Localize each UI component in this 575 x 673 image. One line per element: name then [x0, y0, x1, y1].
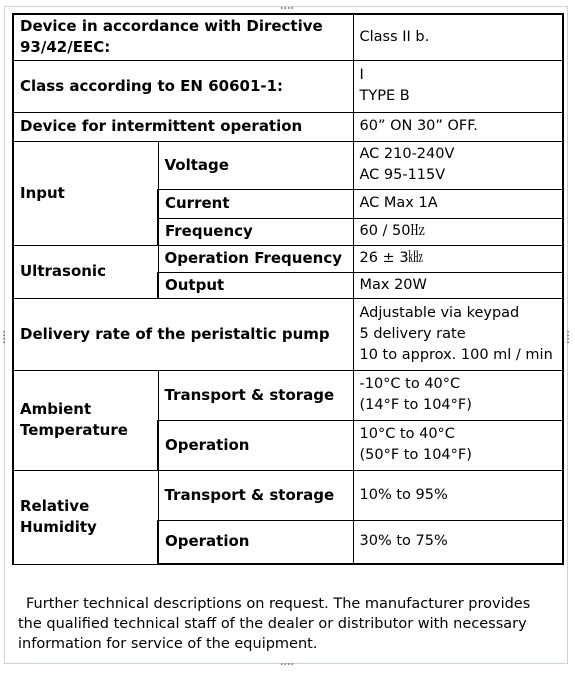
intermittent-value: 60” ON 30” OFF. — [353, 112, 563, 141]
ambient-temperature-label — [13, 370, 158, 470]
resize-grip-right[interactable] — [566, 330, 570, 344]
directive-label: Device in accordance with Directive 93/42/EEC: — [13, 14, 353, 60]
class-en-label: Class according to EN 60601-1: — [13, 60, 353, 112]
input-label: Input — [13, 141, 158, 245]
class-en-value-line2: TYPE B — [359, 88, 410, 104]
operation-frequency-value: 26 ± 3㎑ — [353, 245, 563, 272]
table-row — [13, 60, 563, 112]
pump-value-line3: 10 to approx. 100 ml / min — [359, 346, 553, 363]
note-text: Further technical descriptions on request. The manufacturer provides the qualified technical staff of the dealer or distributor with necessary information for service of the equipment. — [18, 596, 531, 652]
directive-value: Class II b. — [353, 14, 563, 60]
current-value: AC Max 1A — [353, 189, 563, 218]
class-en-value-line1: I — [359, 67, 364, 83]
ambient-operation-line1: 10°C to 40°C — [359, 426, 455, 442]
pump-value-line1: Adjustable via keypad — [359, 304, 520, 321]
ambient-transport-line1: -10°C to 40°C — [359, 376, 461, 392]
frequency-label: Frequency — [158, 218, 353, 245]
voltage-value — [353, 141, 563, 189]
table-row — [13, 298, 563, 370]
humidity-label-line1: Relative — [20, 497, 90, 515]
operation-frequency-label: Operation Frequency — [158, 245, 353, 272]
current-label: Current — [158, 189, 353, 218]
output-label: Output — [158, 272, 353, 298]
ambient-label-line2: Temperature — [20, 421, 128, 439]
voltage-label: Voltage — [158, 141, 353, 189]
table-row — [13, 112, 563, 141]
intermittent-label: Device for intermittent operation — [13, 112, 353, 141]
ambient-label-line1: Ambient — [20, 400, 92, 418]
table-row — [13, 141, 563, 189]
ambient-operation-label: Operation — [158, 420, 353, 470]
class-en-value — [353, 60, 563, 112]
resize-grip-bottom[interactable] — [280, 662, 294, 666]
output-value: Max 20W — [353, 272, 563, 298]
resize-grip-left[interactable] — [2, 330, 6, 344]
ultrasonic-label: Ultrasonic — [13, 245, 158, 298]
pump-value — [353, 298, 563, 370]
humidity-transport-value: 10% to 95% — [353, 470, 563, 520]
voltage-value-line1: AC 210-240V — [359, 146, 455, 162]
frequency-value: 60 / 50㎐ — [353, 218, 563, 245]
technical-note — [18, 594, 552, 654]
ambient-transport-label: Transport & storage — [158, 370, 353, 420]
pump-label: Delivery rate of the peristaltic pump — [13, 298, 353, 370]
ambient-operation-line2: (50°F to 104°F) — [359, 447, 472, 463]
table-row — [13, 245, 563, 272]
table-row — [13, 470, 563, 520]
table-row — [13, 14, 563, 60]
voltage-value-line2: AC 95-115V — [359, 167, 446, 183]
ambient-operation-value — [353, 420, 563, 470]
relative-humidity-label — [13, 470, 158, 564]
ambient-transport-line2: (14°F to 104°F) — [359, 397, 472, 413]
humidity-label-line2: Humidity — [20, 518, 97, 536]
humidity-operation-value: 30% to 75% — [353, 520, 563, 564]
table-row — [13, 370, 563, 420]
specification-table — [12, 13, 564, 565]
humidity-operation-label: Operation — [158, 520, 353, 564]
resize-grip-top[interactable] — [280, 6, 294, 10]
humidity-transport-label: Transport & storage — [158, 470, 353, 520]
pump-value-line2: 5 delivery rate — [359, 325, 466, 342]
ambient-transport-value — [353, 370, 563, 420]
